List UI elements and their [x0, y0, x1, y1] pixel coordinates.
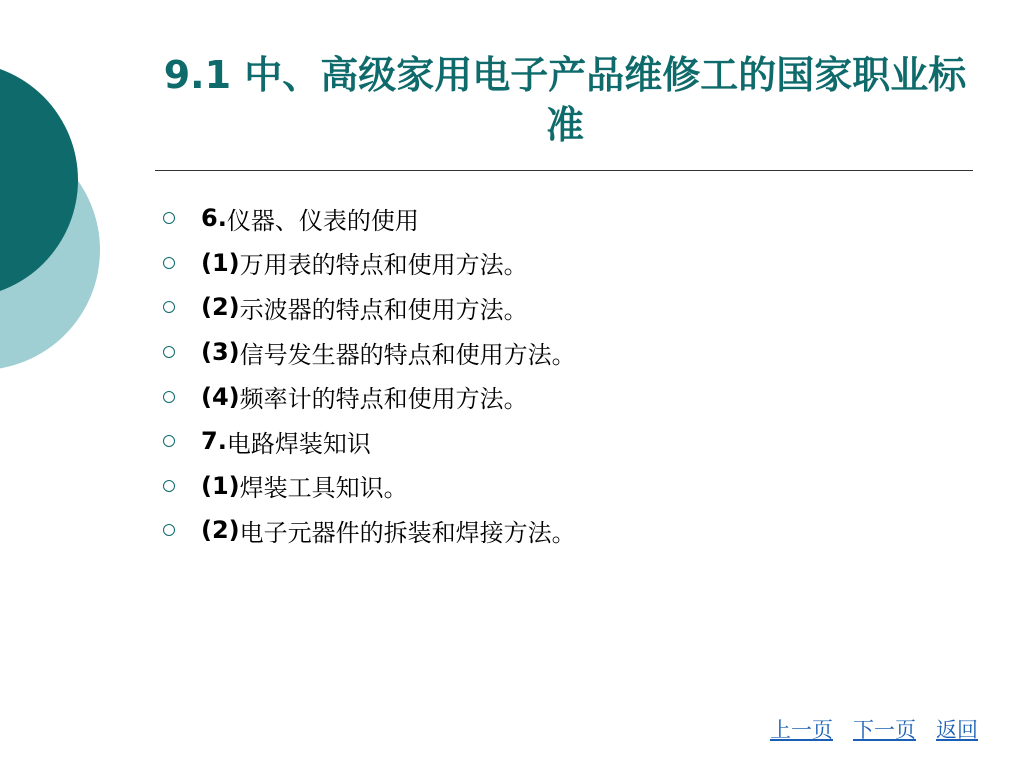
bullet-number: (2)	[201, 293, 240, 322]
prev-page-link[interactable]: 上一页	[770, 718, 833, 742]
bullet-text: 示波器的特点和使用方法。	[239, 295, 528, 324]
bullet-item	[163, 508, 576, 553]
slide-navigation	[770, 714, 978, 744]
decorative-circles	[0, 0, 110, 420]
bullet-circle-icon	[163, 257, 175, 269]
title-divider	[155, 170, 973, 171]
bullet-text: 万用表的特点和使用方法。	[239, 251, 528, 280]
bullet-circle-icon	[163, 212, 175, 224]
bullet-text: 频率计的特点和使用方法。	[239, 385, 528, 414]
bullet-circle-icon	[163, 391, 175, 403]
bullet-number: (1)	[201, 471, 240, 500]
bullet-circle-icon	[163, 346, 175, 358]
bullet-item	[163, 241, 576, 286]
slide-title: 9.1 中、高级家用电子产品维修工的国家职业标准	[163, 53, 967, 147]
back-link[interactable]: 返回	[936, 718, 978, 742]
bullet-item	[163, 374, 576, 419]
bullet-number: (3)	[201, 338, 240, 367]
bullet-text: 仪器、仪表的使用	[226, 206, 419, 235]
bullet-item	[163, 285, 576, 330]
bullet-text: 焊装工具知识。	[239, 474, 408, 503]
bullet-text: 信号发生器的特点和使用方法。	[239, 340, 576, 369]
next-page-link[interactable]: 下一页	[853, 718, 916, 742]
bullet-circle-icon	[163, 480, 175, 492]
bullet-list	[163, 196, 576, 553]
bullet-number: (2)	[201, 516, 240, 545]
bullet-item	[163, 464, 576, 509]
bullet-number: (4)	[201, 382, 240, 411]
bullet-item	[163, 330, 576, 375]
bullet-text: 电路焊装知识	[226, 429, 371, 458]
bullet-circle-icon	[163, 301, 175, 313]
bullet-item	[163, 419, 576, 464]
bullet-number: 6.	[201, 204, 227, 233]
bullet-circle-icon	[163, 435, 175, 447]
bullet-text: 电子元器件的拆装和焊接方法。	[239, 518, 576, 547]
bullet-number: (1)	[201, 248, 240, 277]
bullet-item	[163, 196, 576, 241]
bullet-number: 7.	[201, 427, 227, 456]
bullet-circle-icon	[163, 524, 175, 536]
